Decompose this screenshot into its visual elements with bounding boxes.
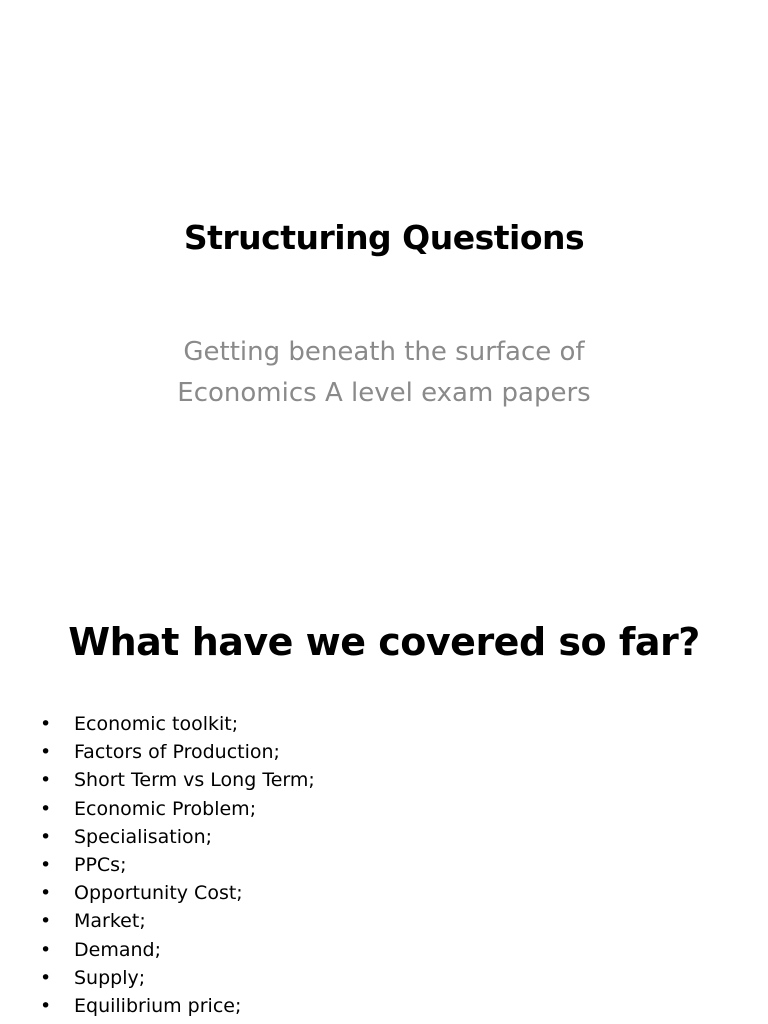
list-item <box>40 766 315 794</box>
list-item-text: Economic toolkit; <box>74 713 239 735</box>
list-item <box>40 851 315 879</box>
list-item <box>40 992 315 1020</box>
list-item <box>40 738 315 766</box>
bullet-icon: • <box>40 910 52 933</box>
subtitle-line: Getting beneath the surface of <box>183 337 585 367</box>
bullet-icon: • <box>40 994 52 1017</box>
list-item-text: Specialisation; <box>74 825 213 848</box>
slide-subtitle <box>0 332 768 414</box>
bullet-icon: • <box>40 966 52 989</box>
list-item <box>40 710 315 738</box>
subtitle-line: Economics A level exam papers <box>177 378 591 408</box>
list-item <box>40 936 315 964</box>
slide-title: Structuring Questions <box>183 218 585 257</box>
list-item <box>40 795 315 823</box>
list-item-text: Market; <box>74 910 146 933</box>
bullet-icon: • <box>40 938 52 961</box>
content-slide <box>0 576 768 1024</box>
bullet-icon: • <box>40 797 52 820</box>
bullet-icon: • <box>40 741 52 764</box>
list-item-text: Factors of Production; <box>74 741 280 764</box>
list-item-text: Short Term vs Long Term; <box>74 769 315 792</box>
list-item-text: Demand; <box>74 938 161 961</box>
list-item-text: Supply; <box>74 966 146 989</box>
bullet-list <box>40 710 315 1020</box>
bullet-icon: • <box>40 825 52 848</box>
list-item <box>40 879 315 907</box>
list-item-text: PPCs; <box>74 853 127 876</box>
list-item <box>40 823 315 851</box>
list-item-text: Economic Problem; <box>74 797 257 820</box>
bullet-icon: • <box>40 713 52 735</box>
list-item-text: Opportunity Cost; <box>74 882 243 905</box>
bullet-icon: • <box>40 853 52 876</box>
slide-heading: What have we covered so far? <box>68 620 700 664</box>
bullet-icon: • <box>40 769 52 792</box>
list-item <box>40 907 315 935</box>
list-item-text: Equilibrium price; <box>74 994 242 1017</box>
list-item <box>40 964 315 992</box>
bullet-icon: • <box>40 882 52 905</box>
